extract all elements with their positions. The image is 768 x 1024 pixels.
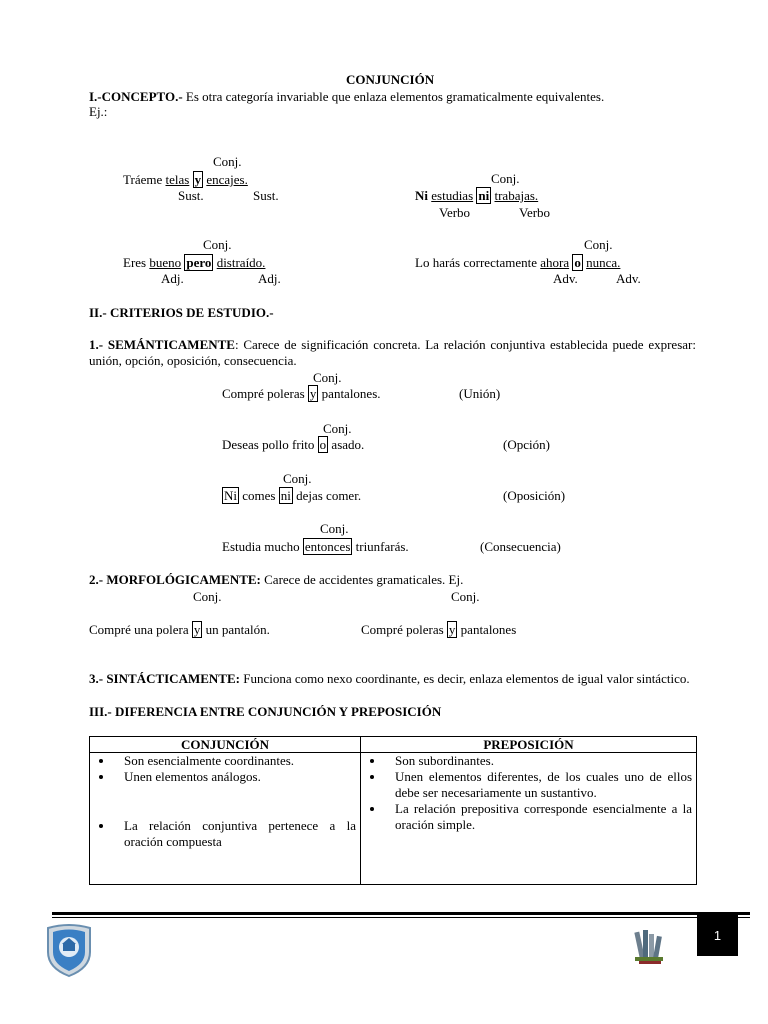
- sentence-prefix: Ni: [415, 188, 428, 203]
- example-sentence: [123, 255, 265, 271]
- conj-box: y: [309, 386, 317, 401]
- morphologic-label: 2.- MORFOLÓGICAMENTE:: [89, 572, 261, 587]
- table-cell-conjuncion: [90, 753, 361, 885]
- list-item: • Son subordinantes.: [385, 753, 692, 769]
- conj-box: y: [194, 172, 202, 187]
- example-sentence: Compré poleras y pantalones.: [222, 386, 381, 401]
- category-label: Verbo: [519, 205, 551, 220]
- list-item: • Unen elementos diferentes, de los cuales uno de ellos debe ser necesariamente un sustantivo.: [385, 769, 692, 801]
- word-2: encajes.: [206, 172, 248, 187]
- conj-label: Conj.: [313, 370, 342, 385]
- section-heading: II.- CRITERIOS DE ESTUDIO.-: [89, 305, 274, 320]
- list-item: • La relación conjuntiva pertenece a la oración compuesta: [114, 818, 356, 850]
- concept-label: I.-CONCEPTO.-: [89, 89, 183, 104]
- conj-box: entonces: [304, 539, 351, 554]
- word-2: nunca.: [586, 255, 621, 270]
- example-sentence: Ni comes ni dejas comer.: [224, 488, 362, 503]
- semantic-paragraph: [89, 337, 696, 369]
- conj-label: Conj.: [283, 471, 312, 486]
- morphologic-text: Carece de accidentes gramaticales. Ej.: [260, 572, 464, 587]
- word-1: bueno: [149, 255, 182, 270]
- list-item: • Son esencialmente coordinantes.: [114, 753, 356, 769]
- example-sentence: Estudia mucho entonces triunfarás.: [222, 539, 409, 554]
- category-label: Sust.: [178, 188, 204, 203]
- page-title: CONJUNCIÓN: [346, 72, 435, 87]
- concept-text: Es otra categoría invariable que enlaza elementos gramaticalmente equivalentes.: [182, 89, 605, 104]
- table-header: PREPOSICIÓN: [361, 737, 697, 753]
- word-1: telas: [165, 172, 190, 187]
- list-item: • La relación prepositiva corresponde esencialmente a la oración simple.: [385, 801, 692, 833]
- semantic-text: : Carece de significación concreta. La relación conjuntiva establecida puede expresar: unión, opción, oposición, consecuencia.: [89, 337, 696, 368]
- concept-line: [89, 89, 604, 105]
- relation-type: (Oposición): [503, 488, 566, 503]
- word-2: trabajas.: [494, 188, 539, 203]
- conj-box: o: [574, 255, 581, 270]
- sentence-prefix: Eres: [123, 255, 150, 270]
- page-number: 1: [697, 914, 738, 956]
- category-label: Adv.: [553, 271, 578, 286]
- books-icon: [633, 926, 665, 966]
- category-label: Verbo: [439, 205, 471, 220]
- relation-type: (Opción): [503, 437, 550, 452]
- conj-label: Conj.: [323, 421, 352, 436]
- category-label: Adj.: [258, 271, 281, 286]
- word-1: estudias: [431, 188, 474, 203]
- school-crest-logo: [44, 922, 94, 978]
- category-label: Sust.: [253, 188, 279, 203]
- conj-box: Ni: [224, 488, 237, 503]
- comparison-table: [89, 736, 697, 885]
- example-sentence: [123, 172, 248, 188]
- sentence-prefix: Lo harás correctamente: [415, 255, 541, 270]
- syntactic-paragraph: [89, 671, 696, 687]
- conj-box: y: [193, 622, 201, 637]
- list-item: • Unen elementos análogos.: [114, 769, 356, 785]
- syntactic-text: Funciona como nexo coordinante, es decir, enlaza elementos de igual valor sintáctico.: [239, 671, 690, 686]
- conj-box: o: [319, 437, 327, 452]
- semantic-label: 1.- SEMÁNTICAMENTE: [89, 337, 235, 352]
- relation-type: (Unión): [459, 386, 501, 401]
- conj-label: Conj.: [451, 589, 480, 604]
- morphologic-line: [89, 572, 463, 588]
- relation-type: (Consecuencia): [480, 539, 561, 554]
- section-heading: III.- DIFERENCIA ENTRE CONJUNCIÓN Y PREPOSICIÓN: [89, 704, 442, 719]
- example-label: Ej.:: [89, 104, 108, 119]
- conj-box: ni: [478, 188, 490, 203]
- sentence-prefix: Tráeme: [123, 172, 166, 187]
- conj-label: Conj.: [213, 154, 242, 169]
- conj-label: Conj.: [203, 237, 232, 252]
- conj-label: Conj.: [584, 237, 613, 252]
- example-sentence: Deseas pollo frito o asado.: [222, 437, 365, 452]
- example-sentence: Compré una polera y un pantalón.: [89, 622, 270, 637]
- table-header: CONJUNCIÓN: [90, 737, 361, 753]
- conj-label: Conj.: [320, 521, 349, 536]
- example-sentence: Compré poleras y pantalones: [361, 622, 517, 637]
- category-label: Adj.: [161, 271, 184, 286]
- conj-box: ni: [280, 488, 291, 503]
- example-sentence: [415, 255, 620, 271]
- conj-box: y: [448, 622, 456, 637]
- category-label: Adv.: [616, 271, 641, 286]
- syntactic-label: 3.- SINTÁCTICAMENTE:: [89, 671, 240, 686]
- word-2: distraído.: [216, 255, 266, 270]
- example-sentence: [415, 188, 538, 204]
- conj-box: pero: [186, 255, 212, 270]
- conj-label: Conj.: [491, 171, 520, 186]
- table-cell-preposicion: [361, 753, 697, 885]
- conj-label: Conj.: [193, 589, 222, 604]
- footer-rule: [52, 912, 750, 915]
- footer-rule-thin: [52, 917, 750, 918]
- word-1: ahora: [540, 255, 570, 270]
